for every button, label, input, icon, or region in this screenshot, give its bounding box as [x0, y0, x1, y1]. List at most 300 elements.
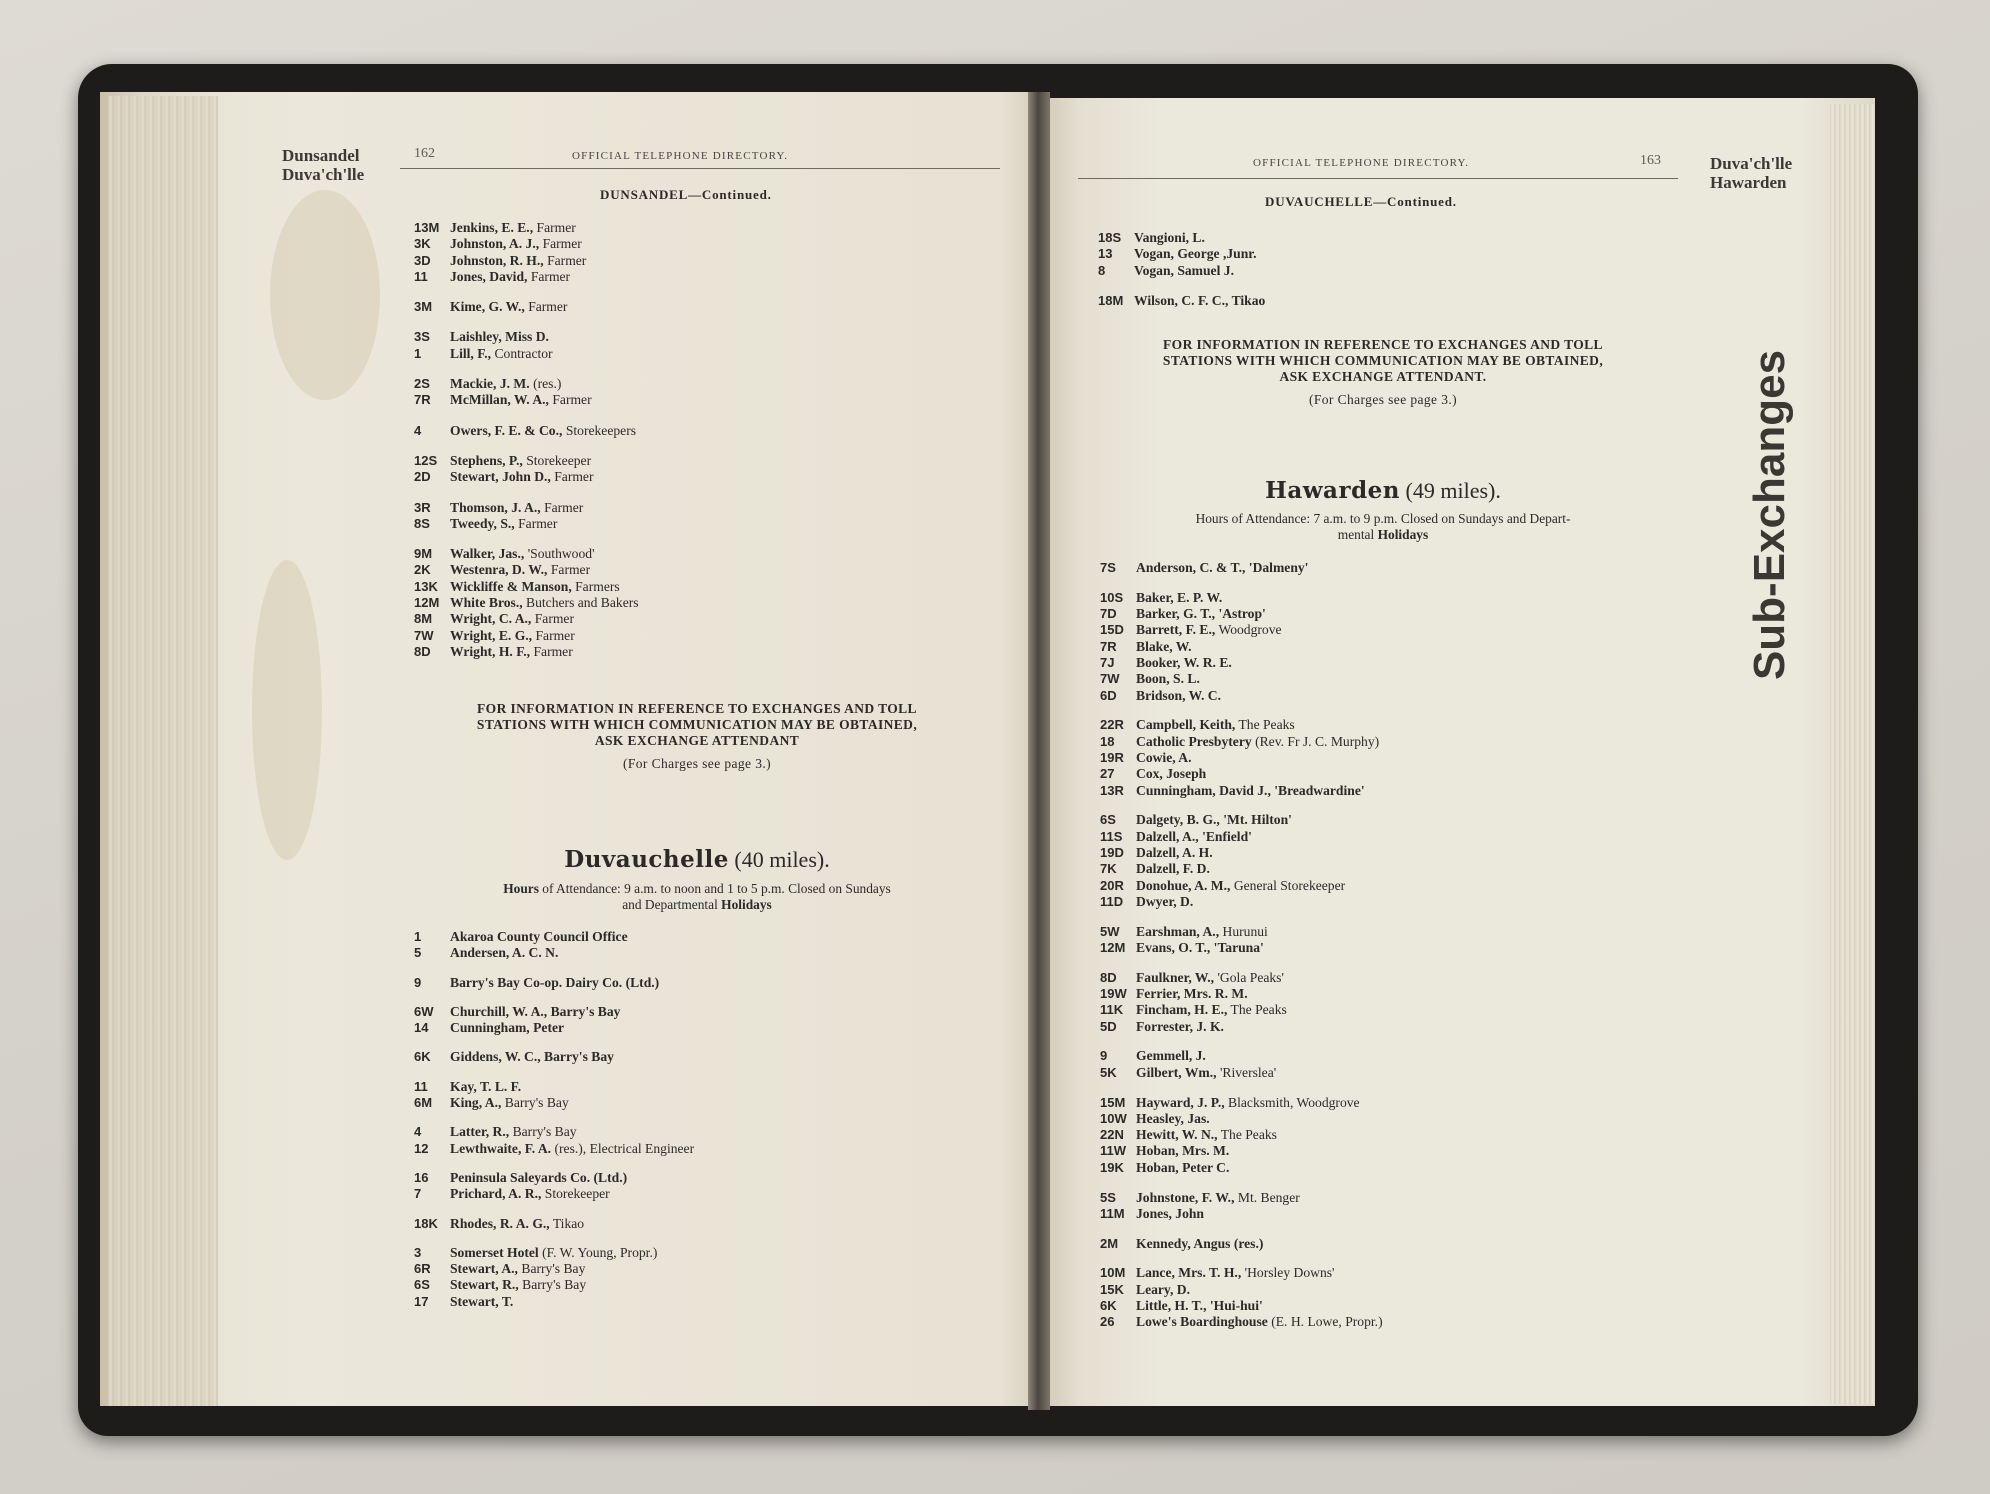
info-line: FOR INFORMATION IN REFERENCE TO EXCHANGES AND TOLL — [477, 701, 917, 716]
right-running-head: OFFICIAL TELEPHONE DIRECTORY. — [1253, 157, 1470, 169]
subscriber-description: Farmers — [575, 578, 620, 594]
subscriber-name: Dalzell, F. D. — [1136, 861, 1210, 877]
info-line: ASK EXCHANGE ATTENDANT — [594, 733, 800, 748]
directory-entry — [1100, 845, 1383, 861]
subscriber-name: Fincham, H. E., — [1136, 1002, 1228, 1018]
phone-number: 13K — [414, 578, 438, 594]
subscriber-description: (Rev. Fr J. C. Murphy) — [1255, 733, 1380, 749]
phone-number: 2K — [414, 562, 431, 578]
phone-number: 12M — [1100, 939, 1126, 955]
subscriber-description: Farmer — [533, 643, 573, 659]
subscriber-name: Dalgety, B. G., 'Mt. Hilton' — [1136, 812, 1292, 828]
subscriber-name: Tweedy, S., — [450, 515, 515, 531]
subscriber-name: Baker, E. P. W. — [1136, 589, 1223, 605]
subscriber-name: Stephens, P., — [450, 452, 523, 468]
entry-group — [414, 423, 639, 439]
entry-group — [414, 1216, 694, 1232]
phone-number: 7W — [1100, 671, 1120, 687]
directory-entry — [414, 1020, 694, 1036]
subscriber-description: Barry's Bay — [504, 1095, 569, 1111]
directory-entry — [414, 562, 639, 578]
subscriber-name: Kennedy, Angus (res.) — [1136, 1235, 1264, 1251]
phone-number: 16 — [414, 1169, 429, 1185]
sub-exchanges-label: Sub-Exchanges — [1745, 349, 1794, 681]
phone-number: 19W — [1100, 986, 1127, 1002]
directory-entry — [414, 1245, 694, 1261]
phone-number: 5K — [1100, 1064, 1117, 1080]
directory-entry — [414, 1004, 694, 1020]
hours-of-attendance — [1098, 511, 1668, 542]
phone-number: 7K — [1100, 861, 1117, 877]
subscriber-description: Woodgrove — [1218, 622, 1282, 638]
directory-entry — [414, 579, 639, 595]
phone-number: 11 — [414, 1078, 428, 1094]
directory-entry — [414, 469, 639, 485]
phone-number: 22N — [1100, 1127, 1124, 1143]
side-header-line: Duva'ch'lle — [282, 165, 365, 184]
phone-number: 12 — [414, 1140, 429, 1156]
subscriber-name: Cunningham, Peter — [450, 1020, 565, 1036]
directory-entry — [1100, 986, 1383, 1002]
subscriber-name: Jones, John — [1136, 1205, 1204, 1221]
subscriber-name: Wright, C. A., — [450, 611, 532, 627]
phone-number: 5 — [414, 945, 422, 961]
subscriber-name: Evans, O. T., 'Taruna' — [1136, 939, 1264, 955]
phone-number: 7D — [1100, 606, 1117, 622]
info-line: FOR INFORMATION IN REFERENCE TO EXCHANGES AND TOLL — [1163, 337, 1603, 352]
directory-entry — [1100, 1265, 1383, 1281]
subscriber-description: General Storekeeper — [1233, 877, 1346, 893]
directory-entry — [414, 516, 639, 532]
exchange-title — [1098, 477, 1668, 504]
entry-group — [1100, 717, 1383, 798]
subscriber-name: Heasley, Jas. — [1136, 1110, 1210, 1126]
entry-group — [1100, 970, 1383, 1035]
subscriber-description: 'Horsley Downs' — [1244, 1265, 1335, 1281]
subscriber-description: Farmer — [554, 469, 594, 485]
phone-number: 11M — [1100, 1205, 1125, 1221]
phone-number: 8D — [414, 643, 431, 659]
directory-entry — [414, 269, 639, 285]
subscriber-name: Laishley, Miss D. — [450, 329, 549, 345]
directory-entry — [1100, 766, 1383, 782]
directory-entry — [1100, 717, 1383, 733]
subscriber-description: Barry's Bay — [512, 1124, 577, 1140]
phone-number: 6K — [1100, 1297, 1117, 1313]
phone-number: 18 — [1100, 733, 1115, 749]
subscriber-name: Peninsula Saleyards Co. (Ltd.) — [450, 1169, 628, 1185]
subscriber-name: Akaroa County Council Office — [450, 929, 628, 944]
directory-entry — [414, 1186, 694, 1202]
subscriber-name: Ferrier, Mrs. R. M. — [1136, 986, 1248, 1002]
subscriber-name: Dalzell, A., 'Enfield' — [1136, 828, 1252, 844]
directory-entry — [1100, 1127, 1383, 1143]
entry-group — [414, 1004, 694, 1037]
directory-entry — [414, 1124, 694, 1140]
phone-number: 10S — [1100, 589, 1124, 605]
left-page-number: 162 — [414, 146, 435, 161]
entry-group — [414, 299, 639, 315]
subscriber-description: (res.), Electrical Engineer — [554, 1140, 695, 1156]
subscriber-name: Vangioni, L. — [1134, 230, 1205, 245]
hours-text: Hours of Attendance: 7 a.m. to 9 p.m. Closed on Sundays and Depart- — [1195, 511, 1571, 526]
right-entry-list — [1098, 230, 1265, 323]
directory-entry — [1100, 1019, 1383, 1035]
subscriber-description: Farmer — [535, 627, 575, 643]
subscriber-name: Barrett, F. E., — [1136, 622, 1216, 638]
subscriber-name: Cunningham, David J., 'Breadwardine' — [1136, 782, 1365, 798]
subscriber-description: (E. H. Lowe, Propr.) — [1271, 1314, 1383, 1330]
subscriber-name: Dalzell, A. H. — [1136, 844, 1213, 860]
directory-entry — [1098, 230, 1265, 246]
phone-number: 3D — [414, 252, 431, 268]
entry-group — [414, 1124, 694, 1157]
subscriber-name: Forrester, J. K. — [1136, 1018, 1224, 1034]
directory-entry — [1100, 878, 1383, 894]
phone-number: 11K — [1100, 1002, 1124, 1018]
entry-group — [414, 546, 639, 660]
subscriber-description: Farmer — [547, 252, 587, 268]
entry-group — [414, 220, 639, 285]
subscriber-name: Gemmell, J. — [1136, 1048, 1206, 1064]
directory-entry — [1100, 1206, 1383, 1222]
subscriber-description: Farmer — [534, 611, 574, 627]
phone-number: 12S — [414, 452, 438, 468]
right-page-edges — [1830, 104, 1874, 1404]
subscriber-description: Contractor — [494, 345, 553, 361]
left-exchange-entry-list — [414, 929, 694, 1323]
phone-number: 7R — [1100, 638, 1117, 654]
entry-group — [414, 453, 639, 486]
subscriber-name: Wilson, C. F. C., Tikao — [1134, 292, 1266, 308]
phone-number: 26 — [1100, 1314, 1115, 1330]
phone-number: 5W — [1100, 923, 1120, 939]
subscriber-description: Barry's Bay — [521, 1261, 586, 1277]
directory-entry — [1098, 246, 1265, 262]
directory-entry — [414, 236, 639, 252]
phone-number: 5D — [1100, 1018, 1117, 1034]
directory-entry — [414, 975, 694, 991]
directory-entry — [414, 392, 639, 408]
directory-entry — [1100, 970, 1383, 986]
phone-number: 19R — [1100, 749, 1124, 765]
phone-number: 5S — [1100, 1189, 1116, 1205]
phone-number: 3K — [414, 236, 431, 252]
subscriber-name: White Bros., — [450, 595, 523, 611]
subscriber-description: Storekeeper — [526, 452, 592, 468]
holidays-word: Holidays — [1377, 526, 1429, 542]
subscriber-name: Earshman, A., — [1136, 923, 1220, 939]
phone-number: 7 — [414, 1186, 422, 1202]
directory-entry — [414, 644, 639, 660]
right-info-block — [1098, 337, 1668, 408]
subscriber-name: McMillan, W. A., — [450, 392, 549, 408]
entry-group — [414, 1170, 694, 1203]
phone-number: 10M — [1100, 1265, 1126, 1281]
subscriber-description: Barry's Bay — [522, 1277, 587, 1293]
subscriber-description: Farmer — [518, 515, 558, 531]
subscriber-description: Farmer — [536, 220, 576, 235]
subscriber-name: Cox, Joseph — [1136, 766, 1207, 782]
entry-group — [1100, 1265, 1383, 1330]
left-continued-heading: DUNSANDEL—Continued. — [600, 187, 772, 202]
directory-entry — [1100, 924, 1383, 940]
directory-entry — [1100, 1095, 1383, 1111]
subscriber-name: Campbell, Keith, — [1136, 717, 1236, 733]
phone-number: 20R — [1100, 877, 1124, 893]
subscriber-name: Stewart, R., — [450, 1277, 519, 1293]
entry-group — [1100, 1048, 1383, 1081]
side-header-line: Duva'ch'lle — [1710, 154, 1793, 173]
subscriber-name: Giddens, W. C., Barry's Bay — [450, 1049, 614, 1065]
side-header-line: Dunsandel — [282, 146, 360, 165]
book-gutter — [1028, 92, 1050, 1410]
phone-number: 27 — [1100, 766, 1115, 782]
right-exchange-entry-list — [1100, 560, 1383, 1344]
subscriber-name: Lance, Mrs. T. H., — [1136, 1265, 1242, 1281]
subscriber-name: Hoban, Mrs. M. — [1136, 1143, 1230, 1159]
phone-number: 13M — [414, 220, 440, 235]
subscriber-description: Mt. Benger — [1237, 1189, 1300, 1205]
info-line: STATIONS WITH WHICH COMMUNICATION MAY BE OBTAINED, — [1162, 353, 1604, 368]
phone-number: 18M — [1098, 292, 1124, 308]
directory-entry — [1100, 861, 1383, 877]
left-side-header — [282, 146, 364, 184]
subscriber-name: Jenkins, E. E., — [450, 220, 534, 235]
phone-number: 11S — [1100, 828, 1123, 844]
phone-number: 6S — [1100, 812, 1116, 828]
subscriber-name: Wright, E. G., — [450, 627, 533, 643]
directory-entry — [414, 1079, 694, 1095]
directory-entry — [414, 1141, 694, 1157]
directory-entry — [1100, 829, 1383, 845]
phone-number: 11W — [1100, 1143, 1127, 1159]
charges-note: (For Charges see page 3.) — [622, 756, 772, 771]
entry-group — [414, 975, 694, 991]
directory-entry — [1100, 1111, 1383, 1127]
entry-group — [1098, 293, 1265, 309]
directory-entry — [1100, 1065, 1383, 1081]
directory-entry — [414, 423, 639, 439]
phone-number: 18S — [1098, 230, 1122, 245]
subscriber-description: Farmer — [530, 268, 571, 284]
water-stain — [270, 190, 380, 400]
directory-entry — [1100, 894, 1383, 910]
phone-number: 2D — [414, 469, 431, 485]
directory-entry — [414, 611, 639, 627]
subscriber-description: Butchers and Bakers — [526, 595, 639, 611]
subscriber-name: Kay, T. L. F. — [450, 1078, 522, 1094]
subscriber-name: Johnstone, F. W., — [1136, 1189, 1235, 1205]
directory-entry — [414, 346, 639, 362]
entry-group — [414, 1245, 694, 1310]
phone-number: 3S — [414, 329, 430, 345]
entry-group — [1100, 1190, 1383, 1223]
directory-entry — [1100, 783, 1383, 799]
subscriber-name: Owers, F. E. & Co., — [450, 422, 563, 438]
phone-number: 6K — [414, 1049, 431, 1065]
directory-entry — [1100, 622, 1383, 638]
phone-number: 1 — [414, 345, 422, 361]
subscriber-description: 'Riverslea' — [1219, 1064, 1277, 1080]
charges-note: (For Charges see page 3.) — [1308, 392, 1458, 407]
subscriber-description: 'Gola Peaks' — [1217, 969, 1284, 985]
exchange-name: Hawarden — [1265, 477, 1401, 504]
phone-number: 12M — [414, 595, 440, 611]
subscriber-name: Walker, Jas., — [450, 546, 525, 562]
phone-number: 22R — [1100, 717, 1124, 733]
sub-exchanges-tab — [1738, 349, 1802, 681]
subscriber-name: Lill, F., — [450, 345, 492, 361]
exchange-distance: (49 miles). — [1405, 478, 1501, 503]
subscriber-name: Latter, R., — [450, 1124, 510, 1140]
subscriber-name: Prichard, A. R., — [450, 1186, 542, 1202]
right-continued-heading: DUVAUCHELLE—Continued. — [1265, 194, 1457, 209]
subscriber-name: King, A., — [450, 1095, 502, 1111]
hours-text: mental — [1337, 526, 1375, 542]
exchange-distance: (40 miles). — [734, 847, 830, 872]
info-line: STATIONS WITH WHICH COMMUNICATION MAY BE OBTAINED, — [476, 717, 918, 732]
subscriber-description: The Peaks — [1230, 1002, 1287, 1018]
directory-entry — [414, 1049, 694, 1065]
entry-group — [1100, 924, 1383, 957]
subscriber-name: Somerset Hotel — [450, 1244, 539, 1260]
subscriber-description: Tikao — [552, 1215, 585, 1231]
directory-entry — [1100, 655, 1383, 671]
phone-number: 6M — [414, 1095, 433, 1111]
subscriber-description: Farmer — [544, 499, 584, 515]
directory-entry — [1100, 1236, 1383, 1252]
subscriber-name: Jones, David, — [450, 268, 528, 284]
phone-number: 3M — [414, 299, 433, 315]
directory-entry — [1100, 1314, 1383, 1330]
directory-entry — [414, 929, 694, 945]
subscriber-name: Blake, W. — [1136, 638, 1192, 654]
directory-entry — [1100, 560, 1383, 576]
entry-group — [1100, 560, 1383, 576]
phone-number: 15M — [1100, 1094, 1126, 1110]
subscriber-name: Lewthwaite, F. A. — [450, 1140, 552, 1156]
left-entry-list — [414, 220, 639, 674]
holidays-word: Holidays — [721, 896, 772, 912]
entry-group — [414, 500, 639, 533]
phone-number: 9M — [414, 546, 433, 562]
subscriber-name: Gilbert, Wm., — [1136, 1064, 1217, 1080]
subscriber-name: Vogan, George ,Junr. — [1134, 246, 1257, 262]
subscriber-name: Lowe's Boardinghouse — [1136, 1314, 1268, 1330]
subscriber-name: Andersen, A. C. N. — [450, 945, 559, 961]
directory-entry — [414, 628, 639, 644]
subscriber-name: Stewart, A., — [450, 1261, 518, 1277]
directory-entry — [1100, 1282, 1383, 1298]
directory-entry — [414, 546, 639, 562]
directory-entry — [414, 299, 639, 315]
subscriber-name: Mackie, J. M. — [450, 376, 530, 392]
phone-number: 7J — [1100, 654, 1115, 670]
left-info-block — [412, 701, 982, 772]
directory-entry — [1100, 1160, 1383, 1176]
subscriber-name: Little, H. T., 'Hui-hui' — [1136, 1297, 1263, 1313]
phone-number: 2M — [1100, 1235, 1119, 1251]
subscriber-name: Catholic Presbytery — [1136, 733, 1252, 749]
header-rule — [1078, 178, 1678, 179]
phone-number: 6D — [1100, 687, 1117, 703]
phone-number: 2S — [414, 376, 430, 392]
directory-entry — [1098, 293, 1265, 309]
hours-text: of Attendance: 9 a.m. to noon and 1 to 5 p.m. Closed on Sundays — [542, 881, 891, 896]
directory-entry — [1100, 940, 1383, 956]
phone-number: 8 — [1098, 262, 1106, 278]
subscriber-name: Rhodes, R. A. G., — [450, 1215, 550, 1231]
exchange-name: Duvauchelle — [564, 846, 729, 873]
subscriber-name: Donohue, A. M., — [1136, 877, 1231, 893]
subscriber-name: Anderson, C. & T., 'Dalmeny' — [1136, 560, 1309, 575]
subscriber-name: Faulkner, W., — [1136, 969, 1215, 985]
phone-number: 6W — [414, 1003, 434, 1019]
phone-number: 9 — [1100, 1048, 1108, 1064]
subscriber-description: The Peaks — [1220, 1127, 1277, 1143]
phone-number: 11 — [414, 268, 428, 284]
directory-entry — [1100, 606, 1383, 622]
subscriber-name: Barry's Bay Co-op. Dairy Co. (Ltd.) — [450, 974, 660, 990]
subscriber-description: (F. W. Young, Propr.) — [542, 1244, 658, 1260]
subscriber-name: Stewart, John D., — [450, 469, 551, 485]
phone-number: 19D — [1100, 844, 1124, 860]
left-running-head: OFFICIAL TELEPHONE DIRECTORY. — [572, 150, 789, 162]
directory-entry — [414, 945, 694, 961]
phone-number: 13R — [1100, 782, 1124, 798]
subscriber-description: Farmer — [542, 236, 582, 252]
directory-entry — [1100, 734, 1383, 750]
phone-number: 3R — [414, 499, 431, 515]
phone-number: 13 — [1098, 246, 1113, 262]
directory-entry — [1100, 639, 1383, 655]
subscriber-name: Kime, G. W., — [450, 299, 525, 315]
subscriber-description: Farmer — [550, 562, 591, 578]
phone-number: 6S — [414, 1277, 430, 1293]
phone-number: 15D — [1100, 622, 1124, 638]
directory-entry — [1100, 688, 1383, 704]
directory-entry — [414, 220, 639, 236]
entry-group — [414, 329, 639, 362]
phone-number: 3 — [414, 1244, 422, 1260]
subscriber-description: The Peaks — [1238, 717, 1295, 733]
subscriber-name: Stewart, T. — [450, 1293, 514, 1309]
subscriber-name: Johnston, R. H., — [450, 252, 544, 268]
subscriber-description: Storekeeper — [544, 1186, 610, 1202]
subscriber-name: Booker, W. R. E. — [1136, 654, 1232, 670]
entry-group — [414, 376, 639, 409]
subscriber-name: Bridson, W. C. — [1136, 687, 1221, 703]
right-side-header — [1710, 154, 1792, 192]
subscriber-name: Johnston, A. J., — [450, 236, 540, 252]
directory-entry — [1100, 1298, 1383, 1314]
directory-entry — [414, 1277, 694, 1293]
directory-entry — [1100, 671, 1383, 687]
phone-number: 15K — [1100, 1281, 1124, 1297]
info-line: ASK EXCHANGE ATTENDANT. — [1279, 369, 1487, 384]
subscriber-name: Hoban, Peter C. — [1136, 1159, 1230, 1175]
entry-group — [1100, 1095, 1383, 1176]
phone-number: 14 — [414, 1020, 429, 1036]
subscriber-description: Storekeepers — [565, 422, 637, 438]
phone-number: 9 — [414, 974, 422, 990]
phone-number: 7W — [414, 627, 434, 643]
header-rule — [400, 168, 1000, 169]
directory-entry — [414, 500, 639, 516]
directory-entry — [414, 1216, 694, 1232]
phone-number: 19K — [1100, 1159, 1124, 1175]
